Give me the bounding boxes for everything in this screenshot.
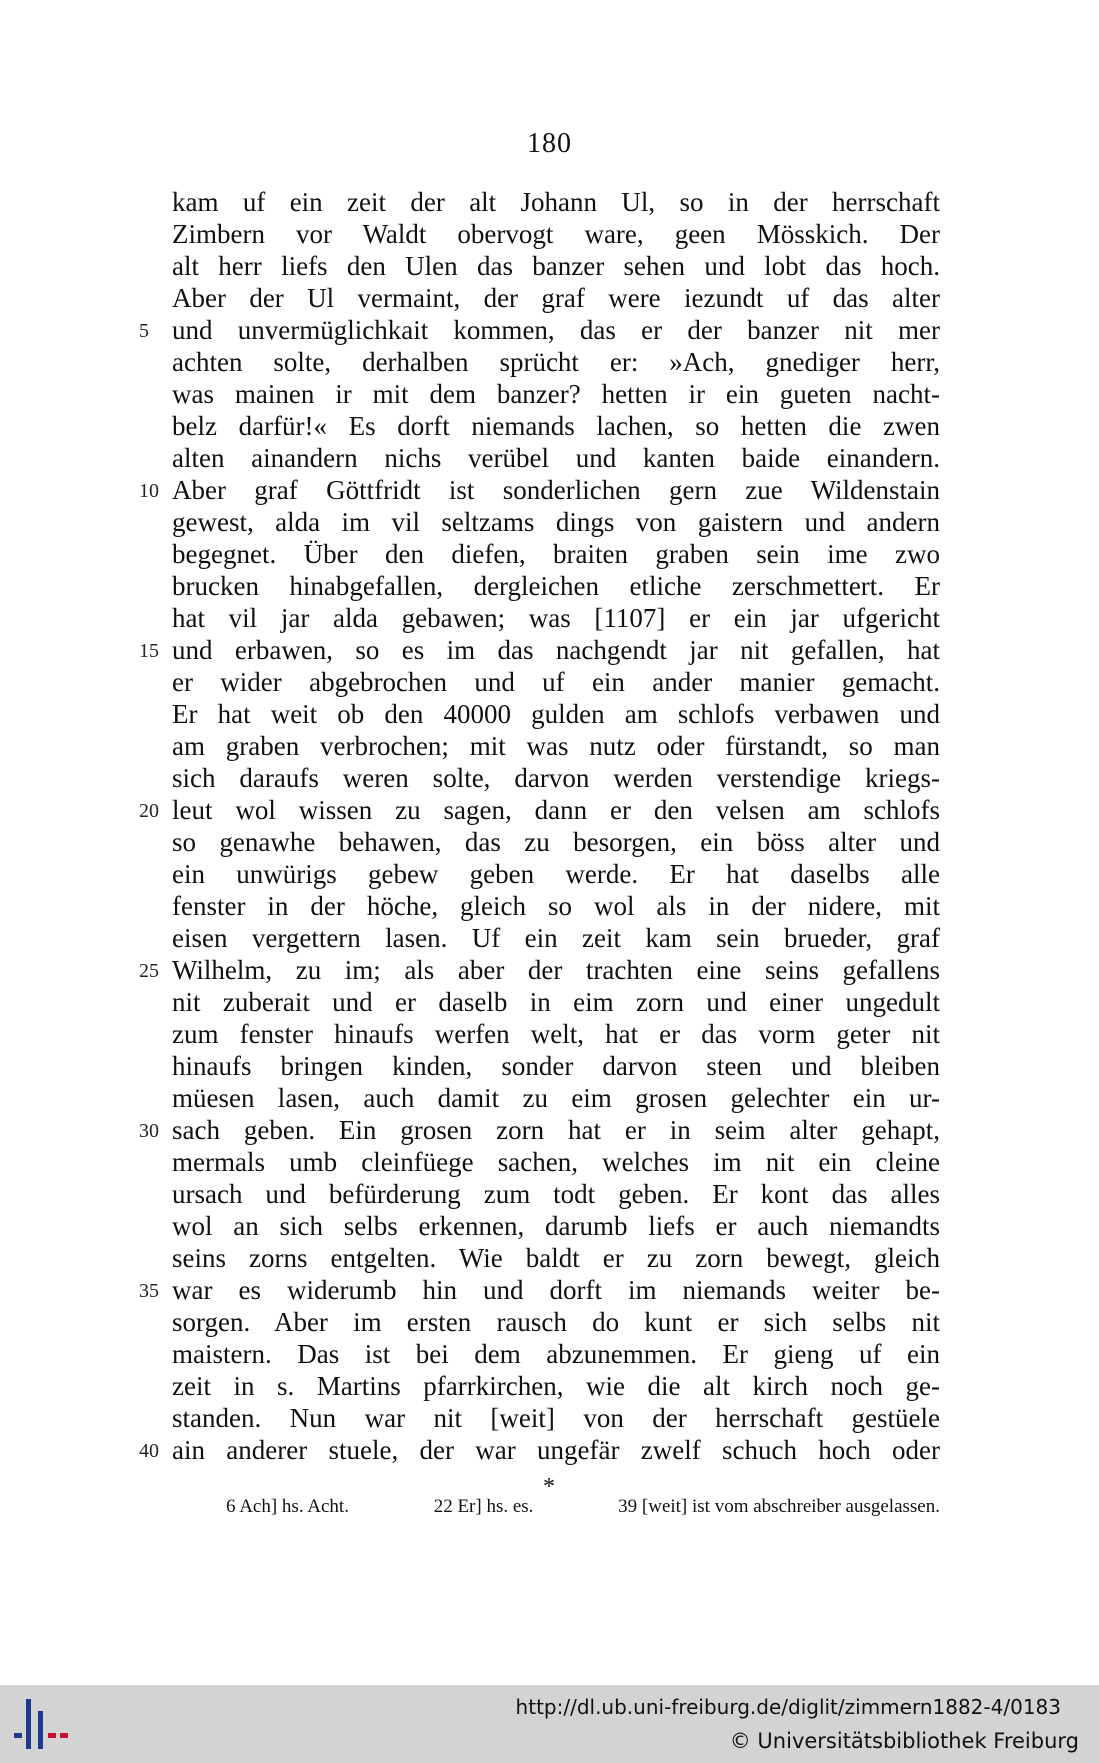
text-line: [172, 346, 940, 378]
line-text: belz darfür!« Es dorft niemands lachen, so hetten die zwen: [172, 411, 940, 441]
line-text: er wider abgebrochen und uf ein ander manier gemacht.: [172, 667, 940, 697]
line-text: fenster in der höche, gleich so wol als in der nidere, mit: [172, 891, 940, 921]
line-text: Wilhelm, zu im; als aber der trachten eine seins gefallens: [172, 955, 940, 985]
line-text: was mainen ir mit dem banzer? hetten ir ein gueten nacht-: [172, 379, 940, 409]
text-line: [172, 890, 940, 922]
line-text: seins zorns entgelten. Wie baldt er zu zorn bewegt, gleich: [172, 1243, 940, 1273]
line-text: begegnet. Über den diefen, braiten graben sein ime zwo: [172, 539, 940, 569]
text-line: [172, 986, 940, 1018]
line-text: und unvermüglichkait kommen, das er der banzer nit mer: [172, 315, 940, 345]
footnote-separator-mark: *: [543, 1474, 555, 1500]
line-text: mermals umb cleinfüege sachen, welches im nit ein cleine: [172, 1147, 940, 1177]
text-line: [139, 314, 940, 346]
line-text: kam uf ein zeit der alt Johann Ul, so in der herrschaft: [172, 187, 940, 217]
line-text: war es widerumb hin und dorft im niemands weiter be-: [172, 1275, 940, 1305]
text-line: [172, 602, 940, 634]
line-number: 35: [139, 1280, 159, 1302]
line-text: sich daraufs weren solte, darvon werden verstendige kriegs-: [172, 763, 940, 793]
text-line: [172, 698, 940, 730]
line-text: alt herr liefs den Ulen das banzer sehen und lobt das hoch.: [172, 251, 940, 281]
footer-bar: [0, 1685, 1099, 1763]
line-text: sach geben. Ein grosen zorn hat er in seim alter gehapt,: [172, 1115, 940, 1145]
text-line: [172, 1210, 940, 1242]
text-line: [172, 1370, 940, 1402]
line-text: so genawhe behawen, das zu besorgen, ein böss alter und: [172, 827, 940, 857]
text-line: [172, 1050, 940, 1082]
line-text: brucken hinabgefallen, dergleichen etliche zerschmettert. Er: [172, 571, 940, 601]
text-line: [172, 186, 940, 218]
text-line: [172, 666, 940, 698]
ub-freiburg-logo-icon: [8, 1693, 72, 1755]
line-text: Er hat weit ob den 40000 gulden am schlofs verbawen und: [172, 699, 940, 729]
line-text: und erbawen, so es im das nachgendt jar nit gefallen, hat: [172, 635, 940, 665]
text-line: [172, 1402, 940, 1434]
footnote-item: 6 Ach] hs. Acht.: [226, 1496, 349, 1517]
line-text: zeit in s. Martins pfarrkirchen, wie die alt kirch noch ge-: [172, 1371, 940, 1401]
line-text: Zimbern vor Waldt obervogt ware, geen Mösskich. Der: [172, 219, 940, 249]
line-text: Aber graf Göttfridt ist sonderlichen gern zue Wildenstain: [172, 475, 940, 505]
text-line: [172, 506, 940, 538]
line-number: 25: [139, 960, 159, 982]
line-text: zum fenster hinaufs werfen welt, hat er das vorm geter nit: [172, 1019, 940, 1049]
text-line: [172, 1146, 940, 1178]
line-number: 5: [139, 320, 149, 342]
text-line: [172, 730, 940, 762]
text-line: [139, 1434, 940, 1466]
line-number: 20: [139, 800, 159, 822]
text-line: [172, 1242, 940, 1274]
text-line: [172, 1338, 940, 1370]
line-text: ain anderer stuele, der war ungefär zwelf schuch hoch oder: [172, 1435, 940, 1465]
text-line: [172, 282, 940, 314]
line-text: müesen lasen, auch damit zu eim grosen gelechter ein ur-: [172, 1083, 940, 1113]
line-text: wol an sich selbs erkennen, darumb liefs er auch niemandts: [172, 1211, 940, 1241]
footnotes: [226, 1496, 940, 1518]
text-line: [139, 634, 940, 666]
main-text: [139, 186, 940, 1466]
text-line: [172, 1082, 940, 1114]
text-line: [172, 1178, 940, 1210]
text-line: [172, 922, 940, 954]
line-text: eisen vergettern lasen. Uf ein zeit kam sein brueder, graf: [172, 923, 940, 953]
line-text: maistern. Das ist bei dem abzunemmen. Er gieng uf ein: [172, 1339, 940, 1369]
line-text: hinaufs bringen kinden, sonder darvon steen und bleiben: [172, 1051, 940, 1081]
text-line: [139, 1114, 940, 1146]
text-line: [172, 218, 940, 250]
text-line: [172, 762, 940, 794]
line-text: standen. Nun war nit [weit] von der herrschaft gestüele: [172, 1403, 940, 1433]
line-text: leut wol wissen zu sagen, dann er den velsen am schlofs: [172, 795, 940, 825]
line-number: 15: [139, 640, 159, 662]
text-line: [139, 474, 940, 506]
document-url-link[interactable]: http://dl.ub.uni-freiburg.de/diglit/zimmern1882-4/0183: [515, 1695, 1061, 1719]
line-text: ursach und befürderung zum todt geben. Er kont das alles: [172, 1179, 940, 1209]
line-text: am graben verbrochen; mit was nutz oder fürstandt, so man: [172, 731, 940, 761]
text-line: [172, 570, 940, 602]
text-line: [172, 410, 940, 442]
line-text: sorgen. Aber im ersten rausch do kunt er sich selbs nit: [172, 1307, 940, 1337]
text-line: [172, 858, 940, 890]
line-text: nit zuberait und er daselb in eim zorn und einer ungedult: [172, 987, 940, 1017]
footnote-item: 39 [weit] ist vom abschreiber ausgelassen.: [618, 1496, 940, 1517]
text-line: [139, 1274, 940, 1306]
text-line: [139, 794, 940, 826]
line-text: ein unwürigs gebew geben werde. Er hat daselbs alle: [172, 859, 940, 889]
page-number: 180: [527, 128, 572, 159]
text-line: [172, 378, 940, 410]
line-number: 10: [139, 480, 159, 502]
text-line: [172, 1018, 940, 1050]
footnote-item: 22 Er] hs. es.: [433, 1496, 534, 1517]
text-line: [172, 1306, 940, 1338]
text-line: [172, 250, 940, 282]
line-number: 30: [139, 1120, 159, 1142]
line-text: achten solte, derhalben sprücht er: »Ach, gnediger herr,: [172, 347, 940, 377]
line-text: Aber der Ul vermaint, der graf were iezundt uf das alter: [172, 283, 940, 313]
line-text: hat vil jar alda gebawen; was [1107] er ein jar ufgericht: [172, 603, 940, 633]
text-line: [172, 538, 940, 570]
line-text: alten ainandern nichs verübel und kanten baide einandern.: [172, 443, 940, 473]
text-line: [172, 442, 940, 474]
line-number: 40: [139, 1440, 159, 1462]
text-line: [139, 954, 940, 986]
text-line: [172, 826, 940, 858]
copyright-notice: © Universitätsbibliothek Freiburg: [729, 1729, 1079, 1753]
line-text: gewest, alda im vil seltzams dings von gaistern und andern: [172, 507, 940, 537]
